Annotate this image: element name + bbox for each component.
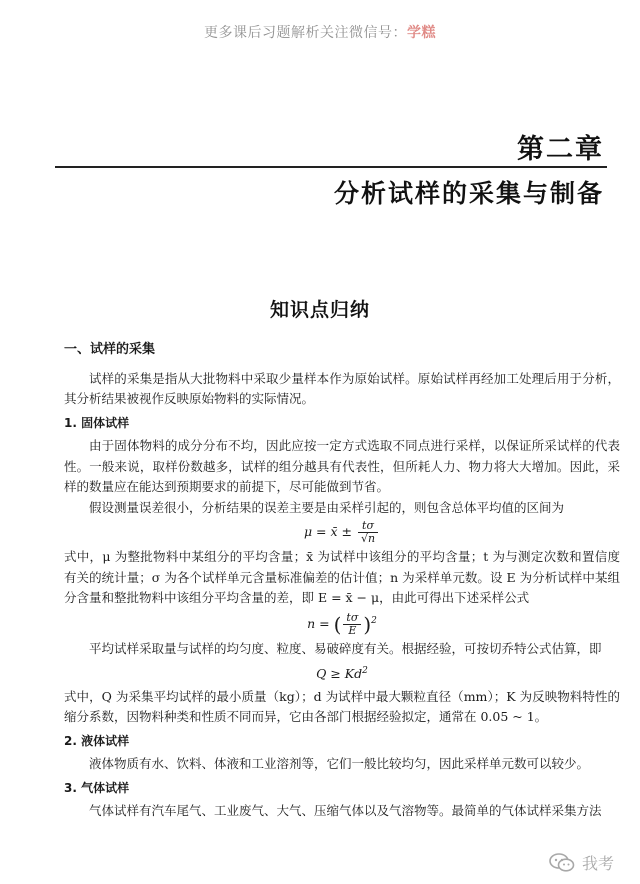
paragraph-liquid-1: 液体物质有水、饮料、体液和工业溶剂等，它们一般比较均匀，因此采样单元数可以较少。 (89, 756, 590, 772)
fraction-numerator: tσ (358, 520, 378, 533)
section-heading: 知识点归纳 (269, 299, 370, 321)
paren-close: ) (363, 611, 372, 636)
formula-fraction (343, 612, 361, 637)
paragraph-solid-1: 由于固体物料的成分分布不均，因此应按一定方式选取不同点进行采样，以保证所采试样的代表性。一般来说，取样份数越多，试样的组分越具有代表性，但所耗人力、物力将大大增加。因此，采样的数量应在能达到预期要求的前提下，尽可能做到节省。 (64, 438, 620, 494)
heading-solid-sample: 1. 固体试样 (64, 415, 130, 430)
banner-highlight: 学糕 (407, 25, 436, 41)
paragraph-solid-4: 平均试样采取量与试样的均匀度、粒度、易破碎度有关。根据经验，可按切乔特公式估算，即 (89, 640, 602, 656)
banner-text: 更多课后习题解析关注微信号： (204, 25, 407, 41)
chapter-divider (55, 166, 607, 168)
heading-gas-sample: 3. 气体试样 (64, 780, 130, 795)
formula-sample-size (64, 611, 620, 637)
chapter-number: 第二章 (517, 134, 604, 165)
watermark-text: 我考 (581, 854, 614, 873)
watermark (548, 851, 614, 874)
fraction-denominator: E (348, 623, 357, 637)
wechat-icon (548, 852, 576, 874)
formula-exponent: 2 (371, 615, 377, 626)
promo-banner (0, 22, 640, 42)
chapter-title: 分析试样的采集与制备 (333, 179, 604, 208)
formula-lhs: n = (307, 615, 330, 631)
paragraph-solid-3: 式中，μ 为整批物料中某组分的平均含量；x̄ 为试样中该组分的平均含量；t 为与测定次数和置信度有关的统计量；σ 为各个试样单元含量标准偏差的估计值；n 为采样单元数。设 E 为分析试样中某组分含量和整批物料中该组分平均含量的差，即 E = x̄ − μ，由此可得出下述采样公式 (64, 549, 620, 605)
fraction-denominator: √n (360, 532, 376, 545)
paren-open: ( (333, 611, 342, 636)
heading-sampling: 一、试样的采集 (64, 342, 156, 357)
formula-fraction (358, 520, 378, 545)
formula-text: Q ≥ Kd (316, 666, 363, 682)
paragraph-intro: 试样的采集是指从大批物料中采取少量样本作为原始试样。原始试样再经加工处理后用于分析，其分析结果被视作反映原始物料的实际情况。 (64, 370, 620, 406)
body-content (64, 340, 620, 822)
paragraph-solid-2: 假设测量误差很小，分析结果的误差主要是由采样引起的，则包含总体平均值的区间为 (89, 499, 565, 515)
formula-lhs: μ = x̄ ± (303, 524, 352, 539)
fraction-numerator: tσ (343, 612, 361, 625)
heading-liquid-sample: 2. 液体试样 (64, 733, 130, 748)
formula-chechott (64, 661, 620, 685)
paragraph-gas-1: 气体试样有汽车尾气、工业废气、大气、压缩气体以及气溶物等。最简单的气体试样采集方法 (89, 803, 602, 819)
formula-exponent: 2 (362, 666, 368, 677)
formula-confidence-interval (64, 520, 620, 545)
paragraph-solid-5: 式中，Q 为采集平均试样的最小质量（kg）；d 为试样中最大颗粒直径（mm）；K 为反映物料特性的缩分系数，因物料种类和性质不同而异，它由各部门根据经验拟定，通常在 0.05 ~ 1。 (64, 688, 620, 725)
